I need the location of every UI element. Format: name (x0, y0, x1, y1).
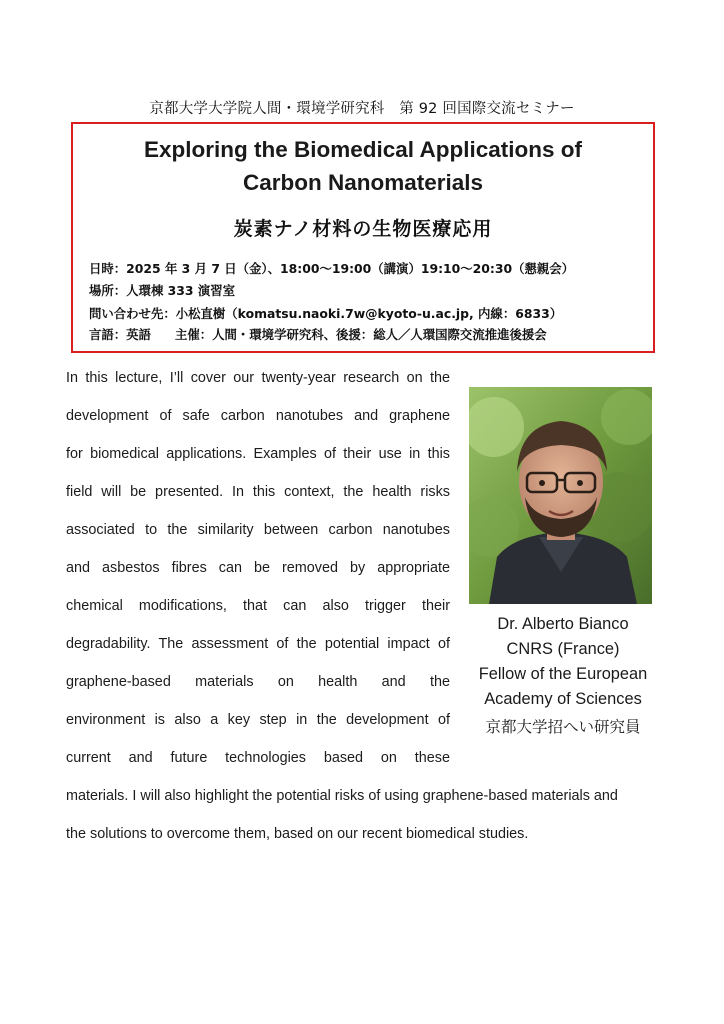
abstract-line-full: materials. I will also highlight the potential risks of using graphene-based materials and (66, 788, 618, 804)
event-datetime: 日時：2025 年 3 月 7 日（金）、18:00～19:00（講演）19:10～20:30（懇親会） (89, 261, 575, 276)
speaker-photo (469, 387, 652, 604)
abstract-line: degradability. The assessment of the potential impact of (66, 636, 450, 652)
abstract-line: field will be presented. In this context, the health risks (66, 484, 450, 500)
abstract-line: current and future technologies based on these (66, 750, 450, 766)
event-contact: 問い合わせ先：小松直樹（komatsu.naoki.7w@kyoto-u.ac.jp, 内線：6833） (89, 306, 563, 321)
speaker-fellow-line-1: Fellow of the European (478, 665, 648, 683)
abstract-line: development of safe carbon nanotubes and graphene (66, 408, 450, 424)
abstract-line-full: the solutions to overcome them, based on our recent biomedical studies. (66, 826, 529, 842)
event-venue: 場所：人環棟 333 演習室 (89, 283, 236, 298)
title-en-line-1: Exploring the Biomedical Applications of (144, 137, 582, 162)
event-organizer: 主催：人間・環境学研究科、後援：総人／人環国際交流推進後援会 (174, 327, 547, 342)
lecture-title-jp: 炭素ナノ材料の生物医療応用 (233, 218, 493, 240)
abstract-line: and asbestos fibres can be removed by appropriate (66, 560, 450, 576)
abstract-line: environment is also a key step in the development of (66, 712, 450, 728)
abstract-line: chemical modifications, that can also trigger their (66, 598, 450, 614)
speaker-name: Dr. Alberto Bianco (497, 615, 629, 633)
speaker-position-jp: 京都大学招へい研究員 (485, 718, 641, 736)
lecture-title-en (73, 133, 653, 199)
title-en-line-2: Carbon Nanomaterials (242, 170, 484, 195)
abstract-line: graphene-based materials on health and the (66, 674, 450, 690)
event-language-organizer (89, 325, 547, 343)
abstract-line: associated to the similarity between carbon nanotubes (66, 522, 450, 538)
abstract-line: In this lecture, I’ll cover our twenty-year research on the (66, 370, 450, 386)
event-language: 言語：英語 (89, 327, 151, 342)
speaker-affiliation: CNRS (France) (506, 640, 620, 658)
event-info-box (71, 122, 655, 353)
abstract-line: for biomedical applications. Examples of their use in this (66, 446, 450, 462)
seminar-series-line: 京都大学大学院人間・環境学研究科 第 92 回国際交流セミナー (149, 101, 575, 117)
speaker-fellow-line-2: Academy of Sciences (484, 690, 642, 708)
